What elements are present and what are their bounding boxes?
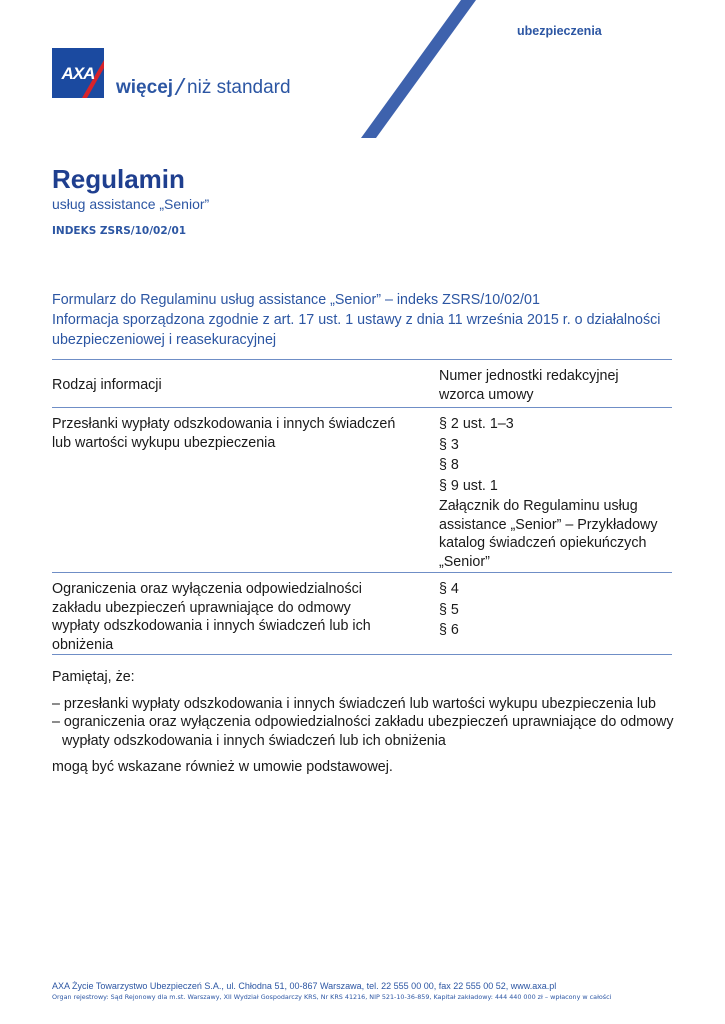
intro-line-2: Informacja sporządzona zgodnie z art. 17 ust. 1 ustawy z dnia 11 września 2015 r. o działalności ubezpieczeniowej i reasekuracyjnej: [52, 312, 661, 348]
axa-logo: [52, 48, 104, 98]
table-rule-bottom: [52, 654, 672, 655]
page-title: Regulamin: [52, 164, 185, 194]
intro: [52, 290, 677, 350]
diagonal-stripe: [0, 0, 725, 160]
ref-item: § 4: [439, 581, 459, 597]
slogan-bold: więcej: [116, 77, 174, 98]
table-rule-top: [52, 359, 672, 360]
slogan-slash: [175, 78, 186, 95]
slogan: [116, 77, 291, 99]
table-rule: [52, 572, 672, 573]
ref-item: § 2 ust. 1–3: [439, 416, 514, 432]
footer-address: AXA Życie Towarzystwo Ubezpieczeń S.A., ul. Chłodna 51, 00-867 Warszawa, tel. 22 555 00 00, fax 22 555 00 52, www.axa.pl: [52, 981, 557, 991]
note-item: – przesłanki wypłaty odszkodowania i innych świadczeń lub wartości wykupu ubezpieczenia lub: [52, 695, 656, 712]
page-subtitle: usług assistance „Senior”: [52, 196, 210, 212]
note-lead: Pamiętaj, że:: [52, 669, 135, 685]
table-header-type: Rodzaj informacji: [52, 377, 162, 393]
ref-item: § 9 ust. 1: [439, 477, 498, 494]
slogan-rest: niż standard: [187, 77, 291, 98]
note-closing: mogą być wskazane również w umowie podstawowej.: [52, 759, 393, 775]
category-label: ubezpieczenia: [517, 24, 602, 38]
reminder-note: [52, 668, 682, 777]
table-row-1-info: Przesłanki wypłaty odszkodowania i innych świadczeń lub wartości wykupu ubezpieczenia: [52, 416, 396, 451]
index-label: INDEKS ZSRS/10/02/01: [52, 225, 187, 237]
table-row-1-refs: [439, 415, 673, 573]
ref-item: Załącznik do Regulaminu usług assistance „Senior” – Przykładowy katalog świadczeń opiekuńczych „Senior”: [439, 498, 658, 570]
table-header-number: Numer jednostki redakcyjnej wzorca umowy: [439, 368, 619, 403]
table-rule: [52, 407, 672, 408]
intro-line-1: Formularz do Regulaminu usług assistance „Senior” – indeks ZSRS/10/02/01: [52, 292, 540, 308]
note-item: – ograniczenia oraz wyłączenia odpowiedzialności zakładu ubezpieczeń uprawniające do odmowy wypłaty odszkodowania i innych świadczeń lub ich obniżenia: [52, 714, 674, 749]
table-row-2-info: Ograniczenia oraz wyłączenia odpowiedzialności zakładu ubezpieczeń uprawniające do odmowy wypłaty odszkodowania i innych świadczeń lub ich obniżenia: [52, 581, 371, 653]
footer-registration: Organ rejestrowy: Sąd Rejonowy dla m.st. Warszawy, XII Wydział Gospodarczy KRS, Nr KRS 41216, NIP 521-10-36-859, Kapitał zakładowy: 444 440 000 zł – wpłacony w całości: [52, 993, 612, 1001]
logo-text: AXA: [61, 64, 95, 83]
ref-item: § 3: [439, 436, 459, 453]
ref-item: § 8: [439, 457, 459, 473]
ref-item: § 6: [439, 622, 459, 638]
table-row-2-refs: [439, 580, 673, 642]
ref-item: § 5: [439, 601, 459, 618]
